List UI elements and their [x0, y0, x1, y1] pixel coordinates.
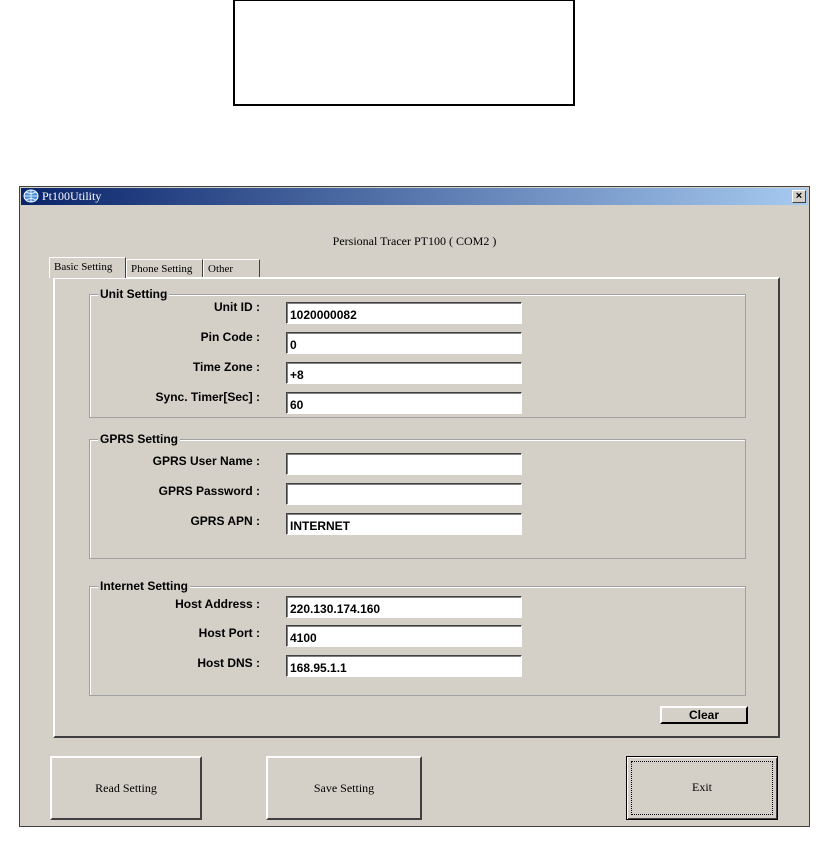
- pin-code-field[interactable]: 0: [286, 332, 522, 354]
- host-address-label: Host Address :: [175, 597, 260, 611]
- read-setting-button[interactable]: Read Setting: [50, 756, 202, 820]
- tab-basic-setting[interactable]: Basic Setting: [49, 257, 126, 278]
- close-button[interactable]: [792, 190, 806, 203]
- window-title: Pt100Utility: [42, 189, 102, 203]
- save-setting-button[interactable]: Save Setting: [266, 756, 422, 820]
- focus-rectangle: [631, 761, 773, 815]
- host-port-field[interactable]: 4100: [286, 625, 522, 647]
- tab-other[interactable]: Other: [203, 259, 260, 277]
- gprs-password-field[interactable]: [286, 483, 522, 505]
- gprs-password-label: GPRS Password :: [158, 484, 260, 498]
- app-window: [19, 186, 810, 827]
- host-address-field[interactable]: 220.130.174.160: [286, 596, 522, 618]
- time-zone-label: Time Zone :: [192, 360, 260, 374]
- unit-id-label: Unit ID :: [214, 300, 260, 314]
- host-port-label: Host Port :: [198, 626, 260, 640]
- group-title: GPRS Setting: [100, 432, 179, 446]
- gprs-user-name-field[interactable]: [286, 453, 522, 475]
- host-dns-field[interactable]: 168.95.1.1: [286, 655, 522, 677]
- unit-id-field[interactable]: 1020000082: [286, 302, 522, 324]
- pin-code-label: Pin Code :: [200, 330, 260, 344]
- close-icon: ×: [795, 190, 803, 202]
- sync-timer-label: Sync. Timer[Sec] :: [155, 390, 260, 404]
- exit-button-label: Exit: [692, 780, 712, 794]
- host-dns-label: Host DNS :: [197, 656, 260, 670]
- device-subtitle: Persional Tracer PT100 ( COM2 ): [332, 234, 497, 248]
- group-title: Internet Setting: [100, 579, 189, 593]
- title-bar[interactable]: [21, 188, 808, 205]
- clear-button[interactable]: Clear: [660, 706, 748, 724]
- gprs-apn-label: GPRS APN :: [190, 514, 260, 528]
- gprs-apn-field[interactable]: INTERNET: [286, 513, 522, 535]
- group-title: Unit Setting: [100, 287, 168, 301]
- sync-timer-field[interactable]: 60: [286, 392, 522, 414]
- gprs-user-name-label: GPRS User Name :: [152, 454, 260, 468]
- blank-box: [233, 0, 575, 106]
- globe-icon: [23, 189, 39, 203]
- tab-phone-setting[interactable]: Phone Setting: [126, 259, 203, 277]
- exit-button[interactable]: [626, 756, 778, 820]
- time-zone-field[interactable]: +8: [286, 362, 522, 384]
